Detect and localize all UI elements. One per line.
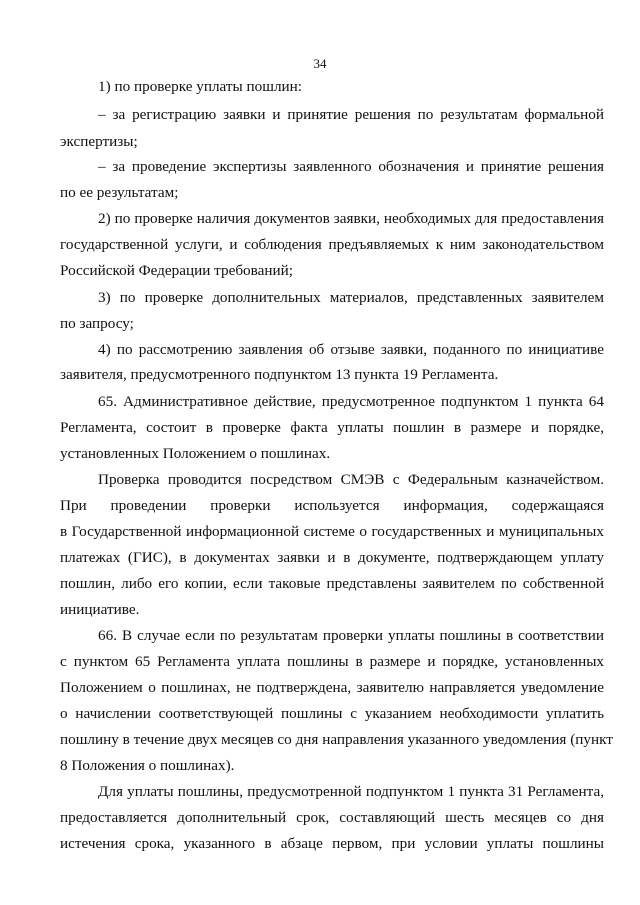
text-line: предоставляется дополнительный срок, составляющий шесть месяцев со дня <box>60 809 604 826</box>
text-line: – за регистрацию заявки и принятие решения по результатам формальной <box>98 106 604 123</box>
text-line: 2) по проверке наличия документов заявки, необходимых для предоставления <box>98 210 604 227</box>
page-number: 34 <box>313 56 327 71</box>
text-line: 1) по проверке уплаты пошлин: <box>98 78 302 95</box>
text-line: инициативе. <box>60 601 140 618</box>
text-line: 65. Административное действие, предусмотренное подпунктом 1 пункта 64 <box>98 393 604 410</box>
text-line: – за проведение экспертизы заявленного обозначения и принятие решения <box>98 158 604 175</box>
text-line: платежах (ГИС), в документах заявки и в документе, подтверждающем уплату <box>60 549 604 566</box>
text-line: 66. В случае если по результатам проверки уплаты пошлины в соответствии <box>98 627 604 644</box>
text-line: Положением о пошлинах, не подтверждена, заявителю направляется уведомление <box>60 679 604 696</box>
text-line: пошлину в течение двух месяцев со дня направления указанного уведомления (пункт <box>60 731 613 748</box>
text-line: о начислении соответствующей пошлины с указанием необходимости уплатить <box>60 705 604 722</box>
text-line: истечения срока, указанного в абзаце первом, при условии уплаты пошлины <box>60 835 604 852</box>
text-line: Регламента, состоит в проверке факта уплаты пошлин в размере и порядке, <box>60 419 604 436</box>
text-line: по ее результатам; <box>60 184 179 201</box>
text-line: заявителя, предусмотренного подпунктом 13 пункта 19 Регламента. <box>60 366 499 383</box>
text-line: Российской Федерации требований; <box>60 262 293 279</box>
text-line: с пунктом 65 Регламента уплата пошлины в размере и порядке, установленных <box>60 653 604 670</box>
text-line: государственной услуги, и соблюдения предъявляемых к ним законодательством <box>60 236 604 253</box>
text-line: пошлин, либо его копии, если таковые представлены заявителем по собственной <box>60 575 604 592</box>
text-line: по запросу; <box>60 315 134 332</box>
text-line: установленных Положением о пошлинах. <box>60 445 331 462</box>
text-line: в Государственной информационной системе о государственных и муниципальных <box>60 523 604 540</box>
text-line: 3) по проверке дополнительных материалов, представленных заявителем <box>98 289 604 306</box>
text-line: 4) по рассмотрению заявления об отзыве заявки, поданного по инициативе <box>98 341 604 358</box>
text-line: При проведении проверки используется информация, содержащаяся <box>60 497 604 514</box>
text-line: экспертизы; <box>60 133 138 150</box>
text-line: 8 Положения о пошлинах). <box>60 757 235 774</box>
text-line: Для уплаты пошлины, предусмотренной подпунктом 1 пункта 31 Регламента, <box>98 783 604 800</box>
text-line: Проверка проводится посредством СМЭВ с Федеральным казначейством. <box>98 471 604 488</box>
